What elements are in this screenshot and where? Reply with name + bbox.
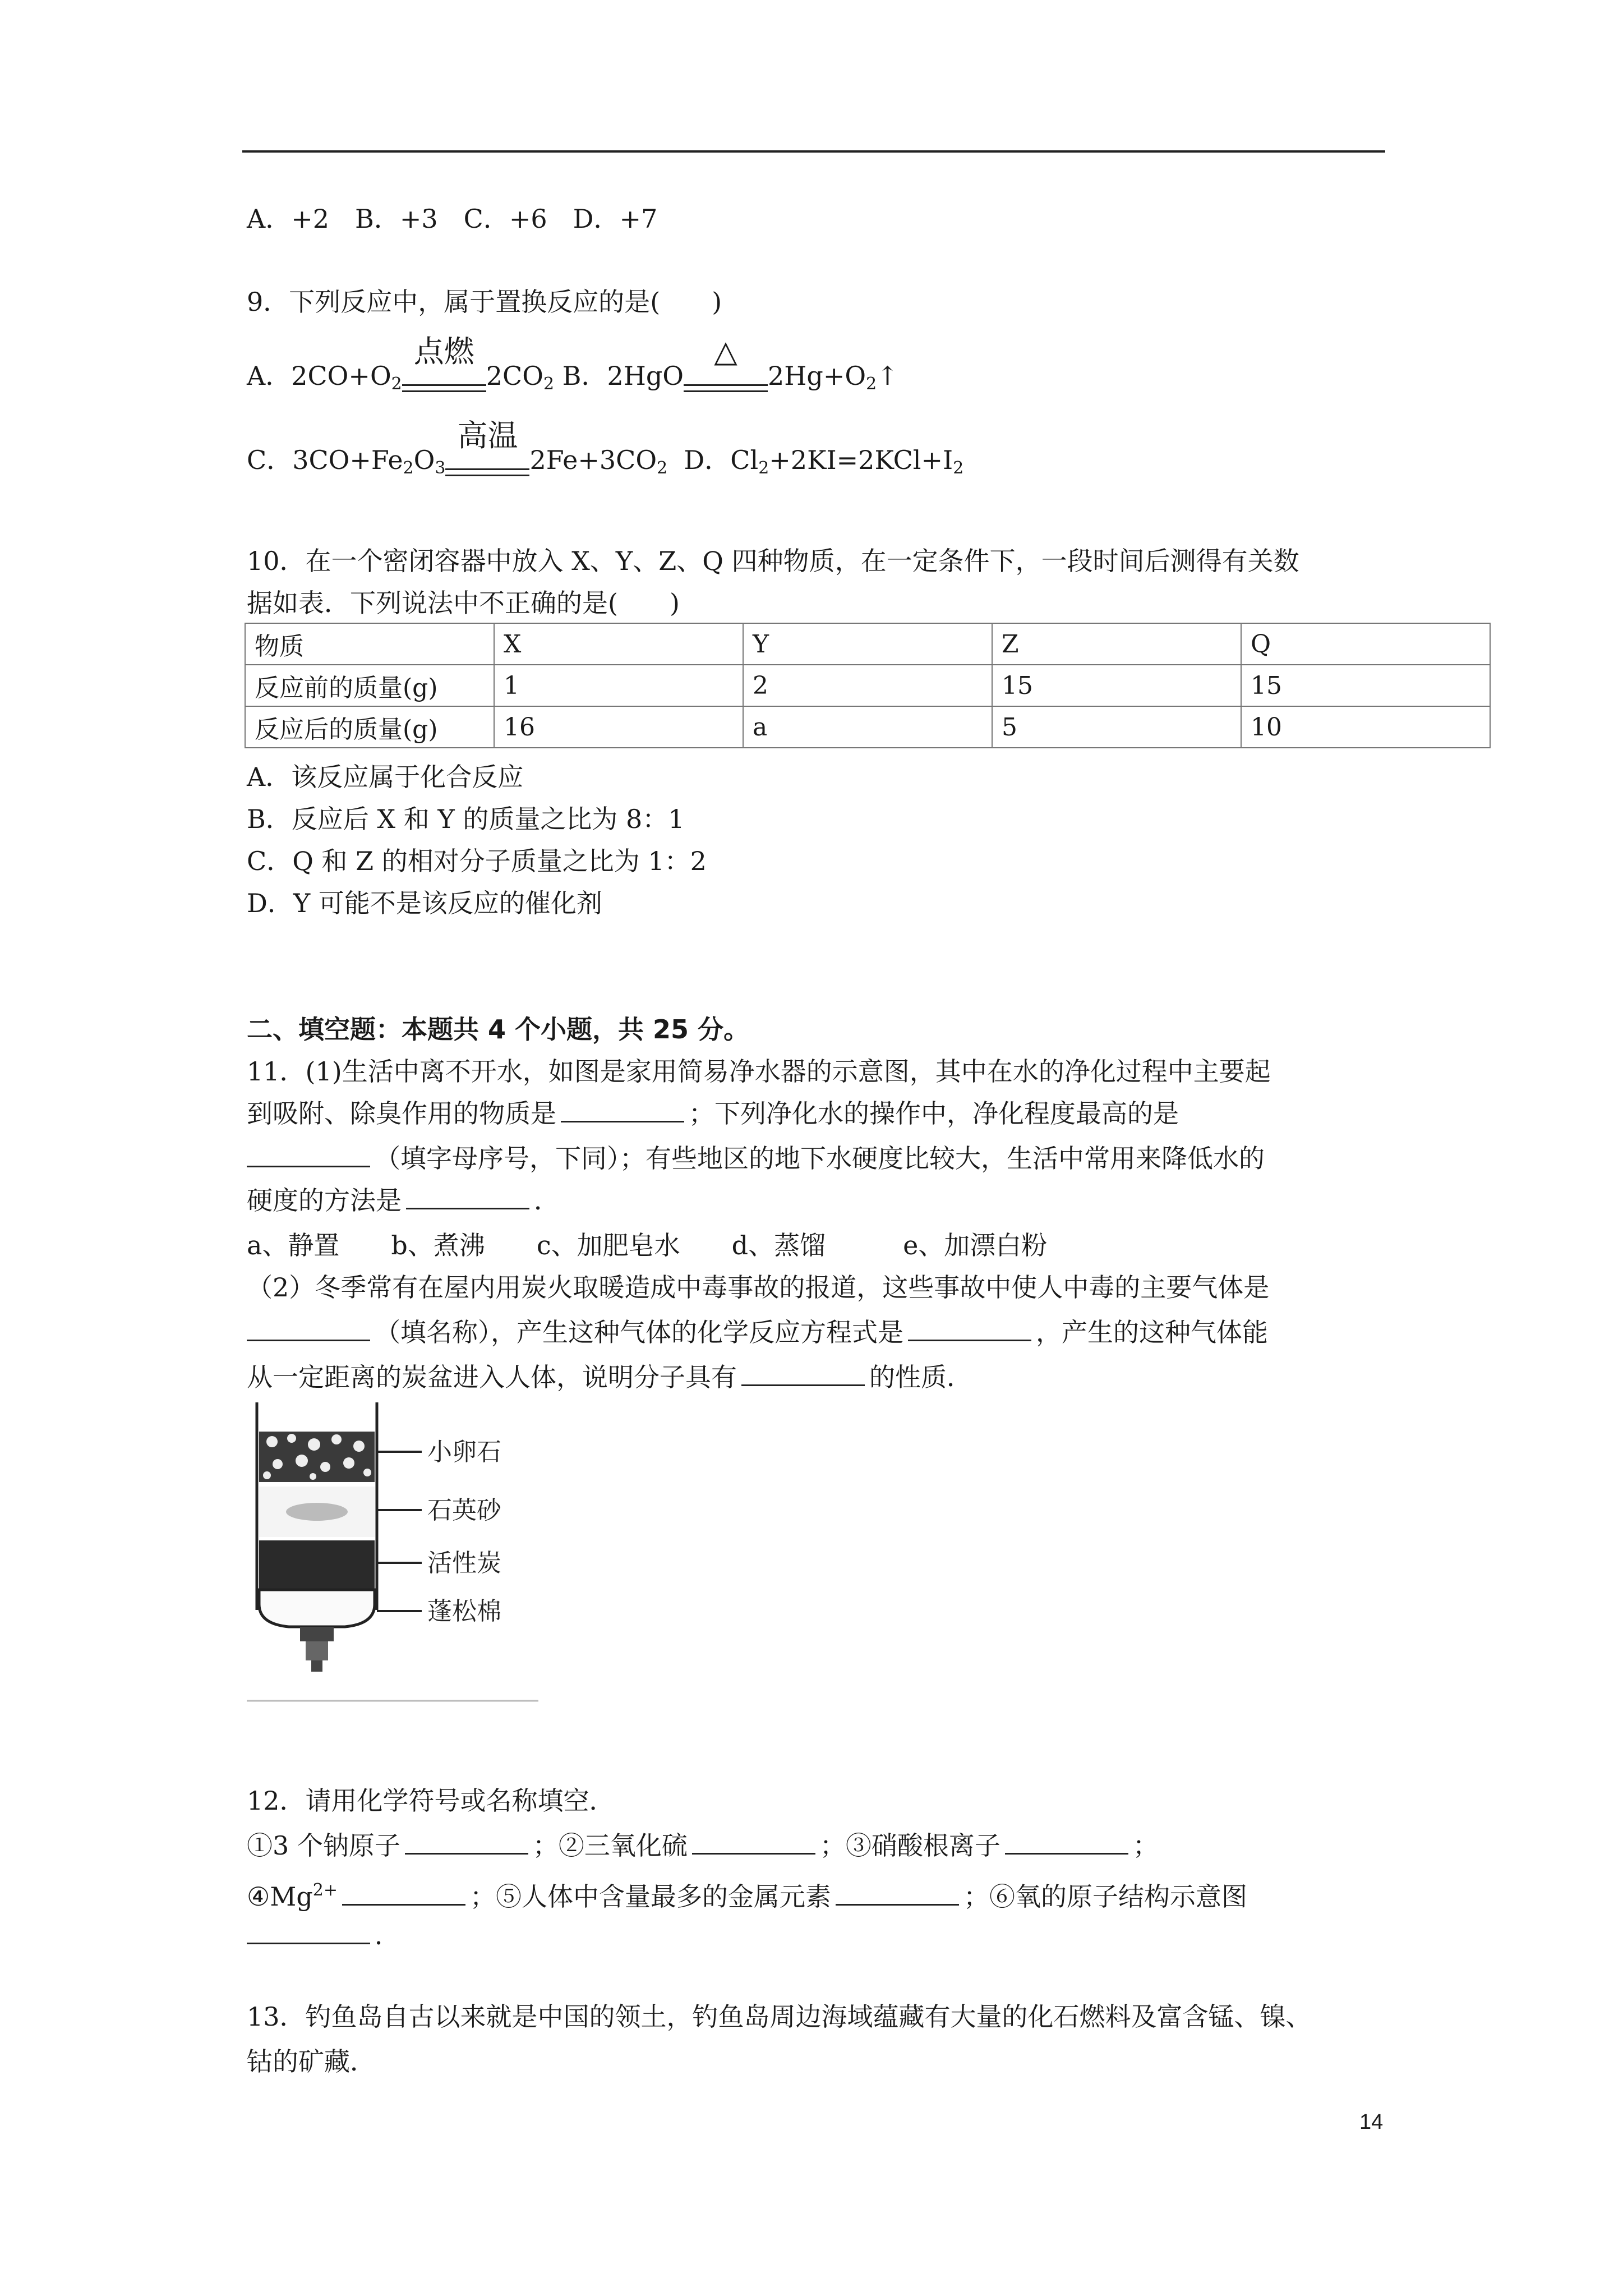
q11-line7 [247, 1315, 1268, 1349]
q9-stem: 9．下列反应中，属于置换反应的是( ) [247, 287, 722, 317]
answer-blank[interactable] [908, 1317, 1031, 1341]
q10-option-d: D．Y 可能不是该反应的催化剂 [247, 888, 602, 918]
q9-c-sub1: 2 [403, 458, 414, 478]
table-cell: 5 [992, 706, 1241, 748]
table-cell: 反应后的质量(g) [245, 706, 494, 748]
q12-text: ；③硝酸根离子 [819, 1830, 1000, 1861]
q9-options-cd [247, 418, 964, 485]
q9-a-rhs: 2CO [486, 361, 543, 391]
label-activated-carbon: 活性炭 [427, 1549, 501, 1577]
q10-option-a: A．该反应属于化合反应 [247, 762, 524, 792]
table-cell: 15 [992, 665, 1241, 706]
q11-text: ． [534, 1185, 560, 1216]
sand-texture [286, 1503, 348, 1521]
q9-c-rhs-sub: 2 [657, 458, 668, 478]
q9-c-lhs: C．3CO+Fe [247, 445, 403, 475]
q9-b-rhs-sub: 2 [866, 374, 877, 394]
q9-d-sub1: 2 [758, 458, 769, 478]
page-number: 14 [1359, 2110, 1384, 2134]
outlet-tip [311, 1660, 322, 1672]
outlet-nozzle [306, 1641, 328, 1660]
answer-blank[interactable] [741, 1362, 865, 1386]
equals-bars [684, 384, 768, 392]
q11-text: ，产生的这种气体能 [1036, 1317, 1268, 1347]
cotton-layer [259, 1590, 375, 1627]
table-cell: 15 [1241, 665, 1490, 706]
answer-blank[interactable] [247, 1317, 370, 1341]
label-quartz-sand: 石英砂 [427, 1496, 501, 1525]
header-rule [242, 150, 1385, 153]
q11-text: （填名称），产生这种气体的化学反应方程式是 [375, 1317, 903, 1347]
table-cell: 反应前的质量(g) [245, 665, 494, 706]
q11-text: （填字母序号，下同）；有些地区的地下水硬度比较大，生活中常用来降低水的 [375, 1143, 1265, 1174]
q10-stem-1: 10．在一个密闭容器中放入 X、Y、Z、Q 四种物质，在一定条件下，一段时间后测得有关数 [247, 546, 1299, 576]
q12-text: ①3 个钠原子 [247, 1830, 400, 1861]
q8-options: A．+2 B．+3 C．+6 D．+7 [247, 204, 658, 234]
answer-blank[interactable] [405, 1830, 528, 1855]
table-header-cell: Z [992, 623, 1241, 665]
answer-blank[interactable] [247, 1143, 370, 1167]
answer-blank[interactable] [247, 1920, 370, 1944]
answer-blank[interactable] [406, 1185, 529, 1209]
q11-line2 [247, 1097, 1179, 1130]
condition-label: 点燃 [413, 334, 474, 369]
table-cell: 10 [1241, 706, 1490, 748]
table-cell: 1 [494, 665, 743, 706]
q11-text: ；下列净化水的操作中，净化程度最高的是 [689, 1098, 1179, 1129]
q11-line4 [247, 1184, 560, 1217]
answer-blank[interactable] [561, 1098, 684, 1122]
q12-line4 [247, 1918, 400, 1952]
q9-b-lhs: B．2HgO [562, 361, 684, 391]
answer-blank[interactable] [836, 1881, 959, 1906]
table-header-cell: Y [743, 623, 992, 665]
q12-text: ；⑤人体中含量最多的金属元素 [470, 1881, 832, 1912]
q12-text: ． [375, 1920, 400, 1950]
q13-line2: 钴的矿藏． [247, 2046, 376, 2077]
q12-text: ；⑥氧的原子结构示意图 [963, 1881, 1248, 1912]
table-header-row [245, 623, 1490, 665]
reaction-arrow-heat [684, 334, 768, 401]
q12-line1: 12．请用化学符号或名称填空． [247, 1786, 615, 1816]
q9-b-rhs: 2Hg+O [768, 361, 866, 391]
q9-d-a: D．Cl [684, 445, 759, 475]
activated-carbon-layer [259, 1540, 375, 1590]
q9-a-rhs-sub: 2 [543, 374, 555, 394]
q11-line1: 11．(1)生活中离不开水，如图是家用简易净水器的示意图，其中在水的净化过程中主要起 [247, 1056, 1271, 1087]
section-title: 二、填空题：本题共 4 个小题，共 25 分。 [247, 1014, 750, 1045]
q12-line3 [247, 1874, 1247, 1913]
outlet-valve [300, 1627, 334, 1641]
q9-a-lhs: A．2CO+O [247, 361, 391, 391]
answer-blank[interactable] [342, 1881, 465, 1906]
q9-d-sub2: 2 [953, 458, 964, 478]
label-cotton: 蓬松棉 [427, 1597, 501, 1626]
gas-arrow-icon: ↑ [877, 361, 898, 391]
q12-text: ④Mg [247, 1881, 313, 1912]
answer-blank[interactable] [1005, 1830, 1128, 1855]
q11-line6: （2）冬季常有在屋内用炭火取暖造成中毒事故的报道，这些事故中使人中毒的主要气体是 [247, 1272, 1270, 1303]
q11-line3 [247, 1142, 1265, 1175]
equals-bars [402, 384, 486, 392]
q10-option-b: B．反应后 X 和 Y 的质量之比为 8：1 [247, 804, 685, 834]
q9-options-ab [247, 334, 898, 401]
condition-label: △ [714, 334, 737, 369]
table-header-cell: X [494, 623, 743, 665]
q11-choices: a、静置 b、煮沸 c、加肥皂水 d、蒸馏 e、加漂白粉 [247, 1230, 1048, 1260]
q11-text: 的性质． [869, 1362, 972, 1392]
label-pebbles: 小卵石 [427, 1438, 501, 1466]
q11-text: 到吸附、除臭作用的物质是 [247, 1098, 556, 1129]
q11-text: 硬度的方法是 [247, 1185, 402, 1216]
q12-line2 [247, 1829, 1159, 1862]
q10-option-c: C．Q 和 Z 的相对分子质量之比为 1：2 [247, 846, 707, 876]
answer-blank[interactable] [692, 1830, 815, 1855]
equals-bars [445, 468, 529, 476]
q9-c-sub2: 3 [435, 458, 446, 478]
condition-label: 高温 [457, 418, 518, 453]
reaction-arrow-ignite [402, 334, 486, 401]
q12-text: ； [1132, 1830, 1159, 1861]
table-row [245, 665, 1490, 706]
q9-c-rhs: 2Fe+3CO [529, 445, 657, 475]
q9-d-b: +2KI=2KCl+I [769, 445, 953, 475]
q10-stem-2: 据如表．下列说法中不正确的是( ) [247, 588, 680, 618]
reaction-arrow-high-temp [445, 418, 529, 485]
water-purifier-figure [247, 1402, 561, 1717]
q11-line8 [247, 1360, 972, 1394]
q12-text: ；②三氧化硫 [532, 1830, 688, 1861]
table-cell: 16 [494, 706, 743, 748]
q13-line1: 13．钓鱼岛自古以来就是中国的领土，钓鱼岛周边海域蕴藏有大量的化石燃料及富含锰、镍、 [247, 2001, 1312, 2032]
q11-text: 从一定距离的炭盆进入人体，说明分子具有 [247, 1362, 737, 1392]
q9-c-mid: O [413, 445, 435, 475]
table-row [245, 706, 1490, 748]
ion-charge: 2+ [312, 1880, 338, 1900]
table-cell: a [743, 706, 992, 748]
table-header-cell: 物质 [245, 623, 494, 665]
q9-a-sub: 2 [391, 374, 402, 394]
table-cell: 2 [743, 665, 992, 706]
mass-table [245, 623, 1491, 748]
table-header-cell: Q [1241, 623, 1490, 665]
